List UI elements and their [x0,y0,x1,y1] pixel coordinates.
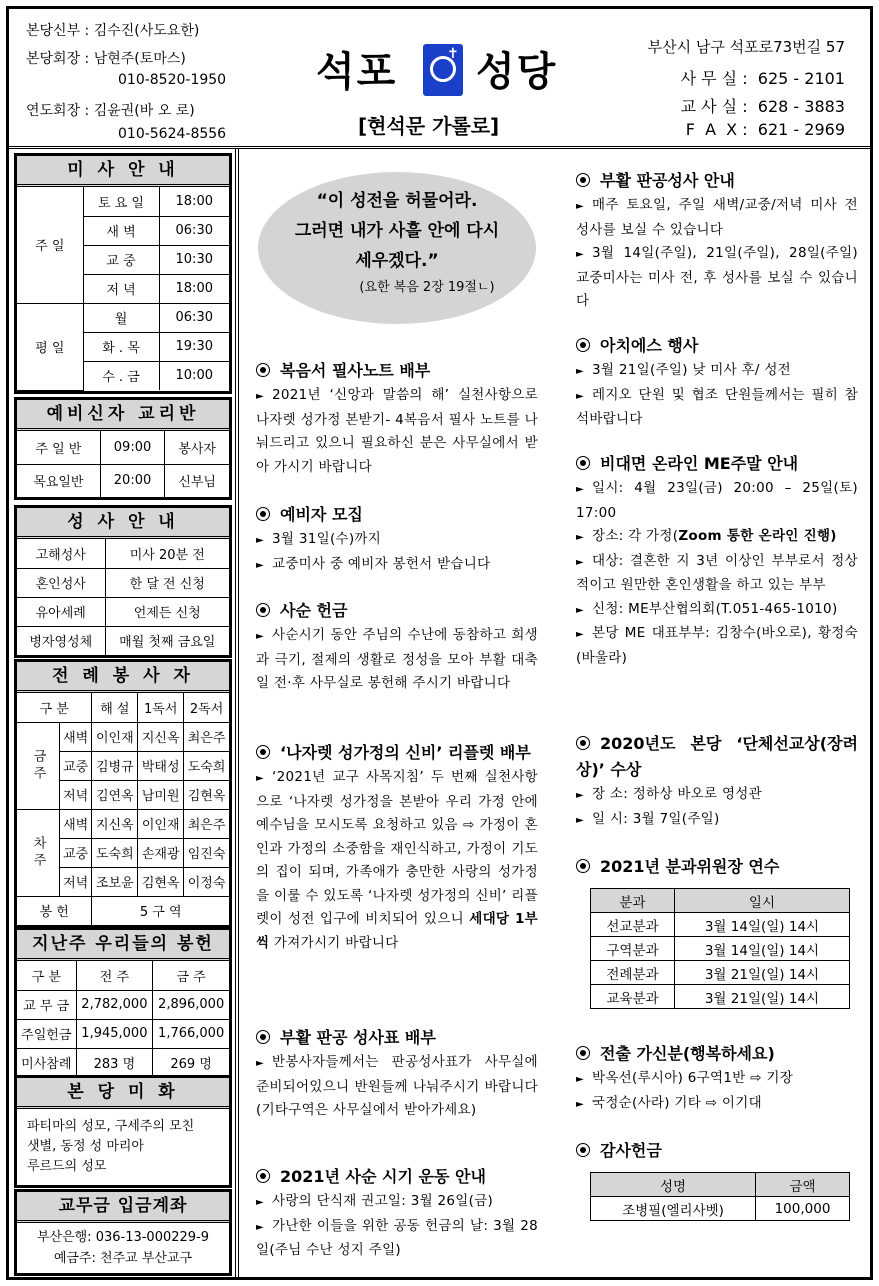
title-part-a: 석포 [316,49,398,95]
patron-line: 파티마의 성모, 구세주의 모친 [27,1119,195,1134]
servers-cell: 김연옥 [92,780,138,809]
servers-cell: 저녁 [60,780,92,809]
education-phone: 교 사 실 : 628 - 3883 [680,97,845,116]
notice-title-text: 복음서 필사노트 배부 [280,361,431,380]
notice-section [576,731,858,832]
arrow-bullet-icon: ► [576,390,584,402]
servers-cell: 이인재 [92,722,138,751]
notice-table-cell: 선교분과 [591,913,675,937]
notice-title [256,358,538,384]
offerings-cell: 1,766,000 [153,1019,229,1048]
notice-table-header-cell: 금액 [756,1173,850,1197]
servers-offering-row [17,896,229,925]
notice-section [256,1164,538,1263]
servers-cell: 저녁 [60,867,92,896]
servers-cell: 조보윤 [92,867,138,896]
offerings-cell: 2,896,000 [153,990,229,1019]
mass-day: 월 [83,303,159,332]
address: 부산시 남구 석포로73번길 57 [647,38,845,56]
servers-cell: 최은주 [184,722,229,751]
catechumen-row [17,464,229,497]
branch-president: 연도회장 : 김윤권(바 오 로) [26,103,195,119]
notice-table-cell: 교육분과 [591,985,675,1009]
servers-cell: 새벽 [60,722,92,751]
notice-title [576,333,858,359]
notice-item [576,550,858,598]
notice-title [576,854,858,880]
sacrament-cell: 유아세례 [17,597,105,626]
radio-bullet-icon [256,1169,270,1183]
notice-title-text: ‘나자렛 성가정의 신비’ 리플렛 배부 [280,743,531,762]
sacrament-row [17,568,229,597]
mass-time: 06:30 [159,216,229,245]
notice-section [576,1138,858,1221]
servers-table [17,693,229,925]
notice-item [576,808,858,833]
notice-item [256,384,538,479]
notice-table-row [591,961,850,985]
arrow-bullet-icon: ► [256,535,264,546]
fax: F A X : 621 - 2969 [685,120,845,139]
notice-table [590,888,850,1009]
mass-time: 19:30 [159,332,229,361]
arrow-bullet-icon: ► [256,1058,264,1069]
account [14,1189,232,1276]
servers-cell: 교중 [60,751,92,780]
catechumen-cell: 09:00 [100,431,165,464]
notice-item [576,359,858,384]
notice-item-text: ‘2021년 교구 사목지침’ 두 번째 실천사항으로 ‘나자렛 성가정을 본받아 우리 가정 안에 예수님을 모시도록 요청하고 있음 ⇨ 가정이 혼인과 가정의 소중함을 재인식하고, 가정이 기도의 집이 되며, 가족애가 충만한 사랑의 성가정을 이룰 수 있도록 ‘나자렛 성가정의 신비’ 리플렛이 성전 입구에 비치되어 있으니 [256,769,538,927]
notice-section [576,1041,858,1116]
catechumen-title: 예비신자 교리반 [17,400,229,431]
notice-item-text: 국정순(사라) 기타 ⇨ 이기대 [592,1094,762,1111]
mass-time: 18:00 [159,187,229,216]
notice-title-text: 전출 가신분(행복하세요) [600,1044,775,1063]
notice-item [576,242,858,314]
arrow-bullet-icon: ► [576,249,584,260]
notice-table-cell: 구역분과 [591,937,675,961]
arrow-bullet-icon: ► [256,1221,264,1233]
notice-item-after: 가져가시기 바랍니다 [269,934,399,951]
notice-title [256,1025,538,1051]
notice-title-text: 예비자 모집 [280,505,363,524]
notice-item [256,624,538,696]
notice-item-text: 사순시기 동안 주님의 수난에 동참하고 희생과 극기, 절제의 생활로 정성을 모아 부활 대축일 전·후 사무실로 봉헌해 주시기 바랍니다 [256,627,538,691]
account-line: 예금주: 천주교 부산교구 [53,1251,193,1266]
catechumen-row [17,431,229,464]
notice-item-bold: Zoom 통한 온라인 진행) [678,528,837,544]
notice-table-row [591,913,850,937]
offerings-cell: 교 무 금 [17,990,76,1019]
notice-title-text: 아치에스 행사 [600,336,699,355]
notice-table-header-cell: 성명 [591,1173,756,1197]
servers-cell: 도숙희 [92,838,138,867]
notice-section [256,740,538,955]
notice-title [576,451,858,477]
notice-item-text: 장 소: 정하상 바오로 영성관 [592,786,762,802]
quote-line: “이 성전을 허물어라. [316,191,478,211]
notice-title [256,1164,538,1190]
sacraments-title: 성 사 안 내 [17,508,229,539]
notice-title [256,598,538,624]
arrow-bullet-icon: ► [256,1197,264,1208]
quote-reference: (요한 복음 2장 19절ㄴ) [359,280,495,295]
notice-section [576,854,858,1009]
notice-item-text: 3월 14일(주일), 21일(주일), 28일(주일) 교중미사는 미사 전, 후 성사를 보실 수 있습니다 [576,245,858,309]
notice-item [256,1051,538,1123]
notice-title [576,1138,858,1164]
servers-header: 구 분 [17,693,92,722]
radio-bullet-icon [256,603,270,617]
notice-item [256,766,538,955]
president-phone: 010-8520-1950 [118,72,227,88]
mass-time: 06:30 [159,303,229,332]
arrow-bullet-icon: ► [576,556,584,568]
notice-item [576,783,858,808]
servers-cell: 박태성 [138,751,184,780]
servers-cell: 이인재 [138,809,184,838]
liturgy-servers [14,659,232,928]
arrow-bullet-icon: ► [576,814,584,826]
branch-phone: 010-5624-8556 [118,126,227,142]
servers-cell: 지신옥 [138,722,184,751]
mass-schedule [14,153,232,394]
catechumen-cell: 신부님 [165,464,229,497]
offerings-row [17,1048,229,1077]
notice-table-cell: 3월 21일(일) 14시 [674,985,849,1009]
radio-bullet-icon [256,1030,270,1044]
servers-header: 해 설 [92,693,138,722]
notice-item-text: 신청: ME부산협의회(T.051-465-1010) [592,600,838,617]
mass-time: 10:00 [159,361,229,390]
radio-bullet-icon [576,1046,590,1060]
church-logo-icon: ✝ [423,44,463,96]
servers-cell: 손재광 [138,838,184,867]
radio-bullet-icon [256,363,270,377]
offering-label: 봉 헌 [17,896,92,925]
notice-table-header-cell: 일시 [674,889,849,913]
notice-item [576,477,858,525]
sacrament-row [17,539,229,568]
notice-item-text: 3월 21일(주일) 낮 미사 후/ 성전 [592,362,792,378]
offerings-cell: 미사참례 [17,1048,76,1077]
mass-group-label: 평 일 [17,303,83,390]
notice-item [576,525,858,550]
offerings-row [17,990,229,1019]
notice-title-text: 2020년도 본당 ‘단체선교상(장려상)’ 수상 [576,734,858,779]
offerings-title: 지난주 우리들의 봉헌 [17,930,229,961]
servers-cell: 이정숙 [184,867,229,896]
arrow-bullet-icon: ► [576,532,584,543]
notice-section [256,1025,538,1123]
radio-bullet-icon [576,173,590,187]
pastor: 본당신부 : 김수진(사도요한) [26,23,200,39]
mass-time: 18:00 [159,274,229,303]
offerings-header: 구 분 [17,961,76,990]
notice-title [256,502,538,528]
notice-item [576,622,858,670]
arrow-bullet-icon: ► [576,604,584,616]
servers-row [17,809,229,838]
servers-cell: 임진숙 [184,838,229,867]
notice-table [590,1172,850,1221]
notice-item-text: 장소: 각 가정( [592,528,679,544]
notice-item [576,384,858,432]
catechumen-cell: 목요일반 [17,464,100,497]
offerings-cell: 주일헌금 [17,1019,76,1048]
mass-time: 10:30 [159,245,229,274]
servers-title: 전 례 봉 사 자 [17,662,229,693]
catechumen-cell: 봉사자 [165,431,229,464]
arrow-bullet-icon: ► [256,631,264,642]
notice-table-cell: 전례분과 [591,961,675,985]
servers-header: 1독서 [138,693,184,722]
radio-bullet-icon [576,456,590,470]
servers-header: 2독서 [184,693,229,722]
notice-title [256,740,538,766]
offerings-header-row [17,961,229,990]
notice-title-text: 부활 판공 성사표 배부 [280,1028,436,1047]
sacrament-cell: 병자영성체 [17,626,105,655]
notice-item [256,1215,538,1263]
notice-item [256,553,538,578]
notice-table-cell: 100,000 [756,1197,850,1221]
notice-section [576,333,858,432]
arrow-bullet-icon: ► [576,201,584,212]
patron-line: 루르드의 성모 [27,1159,107,1174]
servers-cell: 김현옥 [138,867,184,896]
church-title [316,40,558,97]
header [6,6,873,149]
notice-item [576,1092,858,1117]
notice-title-text: 2021년 분과위원장 연수 [600,857,780,876]
arrow-bullet-icon: ► [576,484,584,495]
mass-day: 토 요 일 [83,187,159,216]
account-line: 부산은행: 036-13-000229-9 [36,1230,210,1245]
radio-bullet-icon [576,736,590,750]
servers-cell: 김병규 [92,751,138,780]
mass-day: 수 . 금 [83,361,159,390]
offerings-cell: 1,945,000 [76,1019,153,1048]
servers-cell: 교중 [60,838,92,867]
arrow-bullet-icon: ► [576,1074,584,1085]
quote-line: 세우겠다.” [355,251,439,271]
notice-item-text: 매주 토요일, 주일 새벽/교중/저녁 미사 전 성사를 보실 수 있습니다 [576,197,858,238]
mass-day: 화 . 목 [83,332,159,361]
president: 본당회장 : 남현주(토마스) [26,51,186,67]
notice-table-cell: 3월 21일(일) 14시 [674,961,849,985]
scripture-quote [258,172,536,324]
patron-text [17,1109,229,1185]
notice-title [576,168,858,194]
arrow-bullet-icon: ► [256,391,264,402]
arrow-bullet-icon: ► [256,773,264,784]
notice-table-row [591,937,850,961]
radio-bullet-icon [576,1143,590,1157]
offerings-header: 금 주 [153,961,229,990]
notice-item [256,1190,538,1215]
catechumen-cell: 주 일 반 [17,431,100,464]
mass-row [17,187,229,216]
notice-item-text: 3월 31일(수)까지 [272,531,382,547]
notice-item-text: 일시: 4월 23일(금) 20:00 – 25일(토) 17:00 [576,480,858,521]
notice-item-text: 본당 ME 대표부부: 김창수(바오로), 황정숙(바울라) [576,625,858,666]
offerings-header: 전 주 [76,961,153,990]
mass-row [17,303,229,332]
quote-text [258,172,536,276]
notice-item-text: 가난한 이들을 위한 공동 헌금의 날: 3월 28일(주님 수난 성지 주일) [256,1217,538,1258]
offerings [14,927,232,1080]
mass-group-label: 주 일 [17,187,83,303]
notice-table-header [591,889,850,913]
sacrament-cell: 미사 20분 전 [105,539,229,568]
account-title: 교무금 입금계좌 [17,1192,229,1223]
servers-row [17,722,229,751]
sacrament-cell: 매월 첫째 금요일 [105,626,229,655]
offerings-cell: 269 명 [153,1048,229,1077]
patron [14,1075,232,1188]
sacrament-cell: 혼인성사 [17,568,105,597]
notice-title-text: 비대면 온라인 ME주말 안내 [600,454,799,473]
servers-header-row [17,693,229,722]
arrow-bullet-icon: ► [576,366,584,377]
notice-item-text: 일 시: 3월 7일(주일) [592,810,720,827]
notice-table-row [591,1197,850,1221]
notice-table-cell: 조병필(엘리사벳) [591,1197,756,1221]
notice-item-text: 반봉사자들께서는 판공성사표가 사무실에 준비되어있으니 반원들께 나눠주시기 바랍니다 (기타구역은 사무실에서 받아가세요) [256,1054,538,1118]
servers-cell: 지신옥 [92,809,138,838]
servers-cell: 최은주 [184,809,229,838]
arrow-bullet-icon: ► [576,790,584,801]
account-text [17,1223,229,1273]
notice-item-text: 사랑의 단식재 권고일: 3월 26일(금) [272,1193,494,1209]
notice-item-text: 레지오 단원 및 협조 단원들께서는 필히 참석바랍니다 [576,386,858,427]
offering-value: 5 구 역 [92,896,229,925]
title-part-b: 성당 [476,49,558,95]
offerings-cell: 283 명 [76,1048,153,1077]
notice-item-text: 박옥선(루시아) 6구역1반 ⇨ 기장 [592,1070,794,1086]
notice-title [576,1041,858,1067]
sacrament-cell: 한 달 전 신청 [105,568,229,597]
offerings-table [17,961,229,1077]
quote-line: 그러면 내가 사흘 안에 다시 [294,221,500,241]
mass-day: 새 벽 [83,216,159,245]
servers-cell: 남미원 [138,780,184,809]
mass-title: 미 사 안 내 [17,156,229,187]
notice-title-text: 감사헌금 [600,1141,662,1160]
sacrament-row [17,597,229,626]
servers-cell: 새벽 [60,809,92,838]
notice-title-text: 2021년 사순 시기 운동 안내 [280,1167,486,1186]
arrow-bullet-icon: ► [256,559,264,571]
catechumen-class [14,397,232,500]
radio-bullet-icon [256,507,270,521]
notice-table-cell: 3월 14일(일) 14시 [674,913,849,937]
subtitle: [현석문 가롤로] [358,114,500,138]
notice-section [256,598,538,696]
notice-item-text: 교중미사 중 예비자 봉헌서 받습니다 [272,555,491,572]
mass-table [17,187,229,391]
patron-line: 샛별, 동정 성 마리아 [27,1139,144,1154]
notice-item [576,598,858,623]
notice-item [576,194,858,242]
notice-title-text: 사순 헌금 [280,601,348,620]
servers-week-label: 차주 [17,809,60,896]
offerings-row [17,1019,229,1048]
office-phone: 사 무 실 : 625 - 2101 [680,69,845,88]
notice-section [576,168,858,314]
notice-section [256,358,538,479]
patron-title: 본 당 미 화 [17,1078,229,1109]
notice-table-row [591,985,850,1009]
notice-item [576,1067,858,1092]
sacrament-cell: 고해성사 [17,539,105,568]
sacraments [14,505,232,658]
notice-title [576,731,858,783]
notice-section [256,502,538,577]
notice-title-text: 부활 판공성사 안내 [600,171,735,190]
sacraments-table [17,539,229,655]
sacrament-cell: 언제든 신청 [105,597,229,626]
arrow-bullet-icon: ► [576,1098,584,1110]
servers-cell: 김현옥 [184,780,229,809]
notice-table-header-cell: 분과 [591,889,675,913]
catechumen-table [17,431,229,497]
notice-item-text: 대상: 결혼한 지 3년 이상인 부부로서 정상적이고 원만한 혼인생활을 하고 있는 부부 [576,552,858,593]
radio-bullet-icon [256,745,270,759]
sacrament-row [17,626,229,655]
left-column [6,149,239,1280]
mass-day: 저 녁 [83,274,159,303]
notice-item-text: 2021년 ‘신앙과 말씀의 해’ 실천사항으로 나자렛 성가정 본받기- 4복음서 필사 노트를 나눠드리고 있으니 필요하신 분은 사무실에서 받아 가시기 바랍니다 [256,387,538,475]
notice-table-header [591,1173,850,1197]
notice-item [256,528,538,553]
notice-table-cell: 3월 14일(일) 14시 [674,937,849,961]
mass-day: 교 중 [83,245,159,274]
arrow-bullet-icon: ► [576,629,584,640]
notice-item-bold: 세대당 1부씩 [256,911,538,951]
servers-week-label: 금주 [17,722,60,809]
servers-cell: 도숙희 [184,751,229,780]
notice-section [576,451,858,670]
catechumen-cell: 20:00 [100,464,165,497]
radio-bullet-icon [576,859,590,873]
radio-bullet-icon [576,338,590,352]
offerings-cell: 2,782,000 [76,990,153,1019]
